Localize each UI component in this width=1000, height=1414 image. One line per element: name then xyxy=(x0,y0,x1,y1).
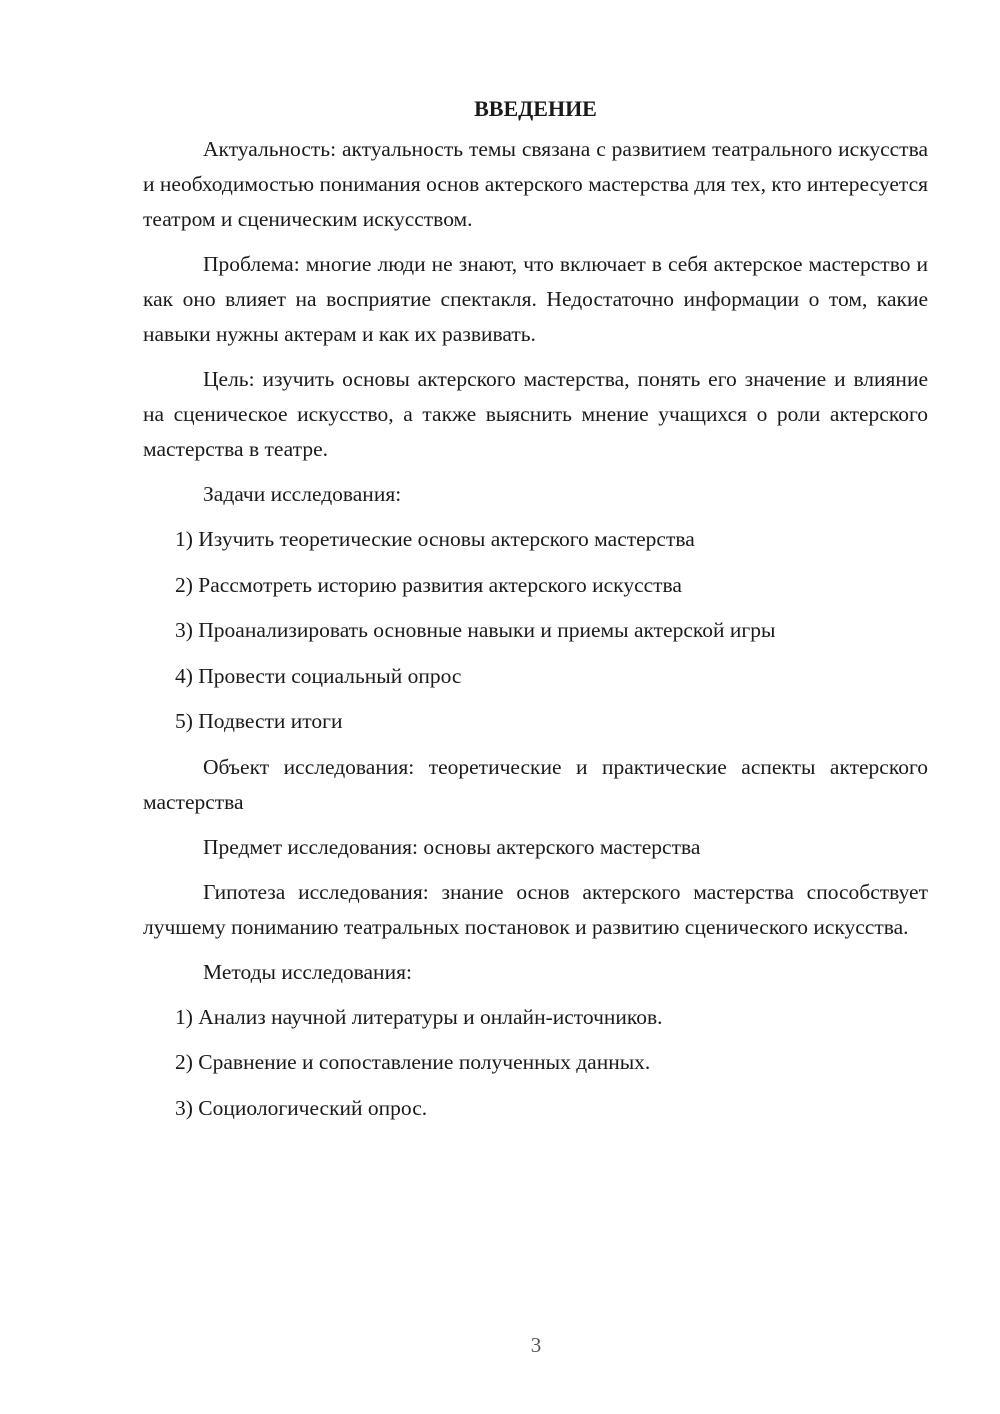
list-item: 2) Сравнение и сопоставление полученных данных. xyxy=(175,1050,651,1074)
list-item: 5) Подвести итоги xyxy=(175,709,343,733)
goal-paragraph: Цель: изучить основы актерского мастерства, понять его значение и влияние на сценическое искусство, а также выяснить мнение учащихся о роли актерского мастерства в театре. xyxy=(143,367,928,461)
section-title: ВВЕДЕНИЕ xyxy=(474,96,597,121)
relevance-paragraph: Актуальность: актуальность темы связана с развитием театрального искусства и необходимостью понимания основ актерского мастерства для тех, кто интересуется театром и сценическим искусством. xyxy=(143,137,928,231)
problem-paragraph: Проблема: многие люди не знают, что включает в себя актерское мастерство и как оно влияет на восприятие спектакля. Недостаточно информации о том, какие навыки нужны актерам и как их развивать. xyxy=(143,252,928,346)
list-item: 3) Проанализировать основные навыки и приемы актерской игры xyxy=(175,618,776,642)
page-number: 3 xyxy=(530,1333,542,1357)
list-item: 3) Социологический опрос. xyxy=(175,1095,428,1120)
methods-heading: Методы исследования: xyxy=(203,959,412,984)
list-item: 1) Изучить теоретические основы актерского мастерства xyxy=(175,527,695,551)
hypothesis-paragraph: Гипотеза исследования: знание основ актерского мастерства способствует лучшему пониманию театральных постановок и развитию сценического искусства. xyxy=(143,879,928,939)
list-item: 4) Провести социальный опрос xyxy=(175,663,462,688)
document-page xyxy=(143,92,928,1136)
tasks-heading: Задачи исследования: xyxy=(203,482,402,506)
object-paragraph: Объект исследования: теоретические и практические аспекты актерского мастерства xyxy=(143,754,928,814)
list-item: 2) Рассмотреть историю развития актерского искусства xyxy=(175,572,682,597)
subject-paragraph: Предмет исследования: основы актерского мастерства xyxy=(203,834,701,859)
methods-list xyxy=(143,1000,928,1126)
tasks-list xyxy=(143,522,928,739)
list-item: 1) Анализ научной литературы и онлайн-источников. xyxy=(175,1004,663,1029)
